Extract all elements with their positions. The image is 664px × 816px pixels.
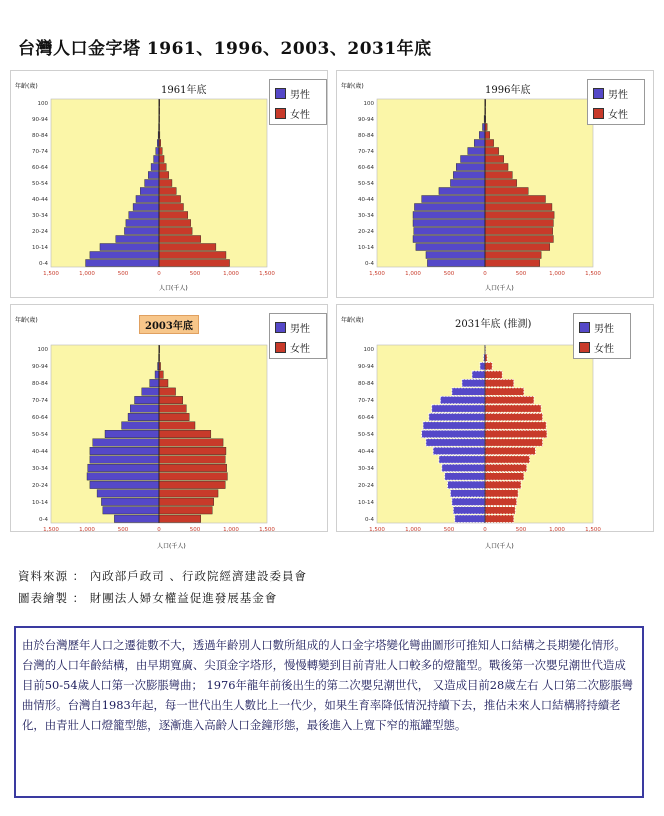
male-bar-55-59 [453, 172, 485, 179]
female-swatch [593, 108, 604, 119]
female-bar-15-19 [485, 490, 518, 497]
y-tick-label: 0-4 [365, 261, 374, 267]
female-bar-70-74 [159, 396, 183, 403]
female-bar-35-39 [485, 204, 552, 211]
female-bar-75-79 [485, 140, 494, 147]
chart-title: 2031年底 (推測) [455, 319, 532, 330]
female-bar-30-34 [159, 212, 188, 219]
x-tick-label: 1,500 [369, 271, 385, 277]
female-bar-45-49 [485, 439, 543, 446]
legend-male: 男性 [290, 90, 310, 101]
male-bar-5-9 [426, 252, 485, 259]
female-bar-45-49 [159, 188, 176, 195]
male-bar-80-84 [462, 379, 485, 386]
male-bar-40-44 [433, 447, 485, 454]
female-bar-30-34 [159, 464, 227, 471]
male-bar-0-4 [114, 515, 159, 522]
y-tick-label: 10-14 [358, 245, 374, 251]
y-tick-label: 80-84 [358, 133, 374, 139]
female-bar-15-19 [159, 236, 201, 243]
female-bar-15-19 [485, 236, 553, 243]
x-tick-label: 1,500 [259, 527, 275, 533]
x-axis-label: 人口(千人) [157, 543, 186, 550]
female-bar-60-64 [485, 413, 543, 420]
male-bar-45-49 [439, 188, 485, 195]
pyramid-panel-2003 [10, 304, 328, 550]
female-bar-60-64 [159, 413, 189, 420]
female-bar-20-24 [485, 481, 521, 488]
female-bar-0-4 [159, 260, 230, 267]
female-bar-80-84 [485, 132, 490, 139]
y-tick-label: 40-44 [32, 197, 48, 203]
legend [587, 79, 645, 125]
legend-female: 女性 [290, 110, 310, 121]
female-bar-0-4 [485, 515, 514, 522]
male-bar-0-4 [86, 260, 159, 267]
male-bar-5-9 [90, 252, 159, 259]
female-bar-55-59 [485, 172, 512, 179]
y-tick-label: 20-24 [358, 229, 374, 235]
female-bar-15-19 [159, 490, 218, 497]
y-tick-label: 60-64 [358, 165, 374, 171]
male-bar-35-39 [133, 204, 159, 211]
y-tick-label: 50-54 [358, 181, 374, 187]
male-bar-50-54 [105, 430, 159, 437]
legend [269, 313, 327, 359]
male-bar-60-64 [151, 164, 159, 171]
female-bar-20-24 [159, 228, 192, 235]
x-tick-label: 500 [443, 527, 455, 533]
male-bar-35-39 [90, 456, 159, 463]
female-bar-55-59 [159, 422, 195, 429]
male-bar-70-74 [156, 148, 159, 155]
x-tick-label: 500 [515, 527, 527, 533]
female-bar-65-69 [159, 405, 186, 412]
legend [573, 313, 631, 359]
male-bar-10-14 [416, 244, 485, 251]
male-bar-5-9 [453, 507, 485, 514]
x-tick-label: 1,000 [79, 527, 95, 533]
y-tick-label: 0-4 [365, 516, 374, 523]
female-bar-10-14 [485, 244, 550, 251]
female-bar-60-64 [159, 164, 166, 171]
male-bar-35-39 [439, 456, 485, 463]
x-tick-label: 1,000 [223, 527, 239, 533]
y-tick-label: 70-74 [358, 149, 374, 155]
y-tick-label: 50-54 [32, 181, 48, 187]
male-swatch [275, 322, 286, 333]
legend-female: 女性 [594, 344, 614, 355]
male-bar-30-34 [88, 464, 159, 471]
male-bar-15-19 [116, 236, 159, 243]
male-bar-75-79 [142, 388, 159, 395]
male-swatch [275, 88, 286, 99]
male-bar-65-69 [461, 156, 485, 163]
x-tick-label: 1,000 [223, 271, 239, 277]
x-tick-label: 500 [189, 271, 201, 277]
female-bar-80-84 [485, 379, 514, 386]
male-bar-5-9 [103, 507, 159, 514]
female-bar-20-24 [159, 481, 225, 488]
y-tick-label: 50-54 [32, 432, 48, 438]
male-bar-90-94 [480, 362, 485, 369]
male-bar-50-54 [145, 180, 159, 187]
x-tick-label: 500 [443, 271, 455, 277]
chart-title: 2003年底 [139, 315, 199, 334]
y-axis-label: 年齡(歲) [341, 317, 364, 324]
male-bar-50-54 [422, 430, 485, 437]
pyramid-panel-1961 [10, 70, 328, 298]
source-line: 資料來源 ： 內政部戶政司 、行政院經濟建設委員會 [18, 569, 307, 583]
male-bar-75-79 [452, 388, 485, 395]
female-bar-85-89 [485, 371, 502, 378]
female-bar-35-39 [159, 204, 183, 211]
female-bar-75-79 [159, 388, 176, 395]
pyramid-panel-2031 [336, 304, 654, 550]
x-tick-label: 1,000 [405, 527, 421, 533]
y-tick-label: 30-34 [32, 213, 48, 219]
chart-title: 1961年底 [161, 85, 207, 96]
x-tick-label: 1,500 [259, 271, 275, 277]
female-bar-70-74 [485, 148, 499, 155]
male-bar-15-19 [450, 490, 485, 497]
male-bar-65-69 [130, 405, 159, 412]
y-tick-label: 40-44 [32, 448, 48, 455]
y-tick-label: 10-14 [32, 245, 48, 251]
female-bar-25-29 [159, 220, 191, 227]
x-tick-label: 0 [483, 527, 487, 533]
female-bar-10-14 [159, 498, 214, 505]
male-bar-45-49 [426, 439, 485, 446]
credit-line: 圖表繪製 ： 財團法人婦女權益促進發展基金會 [18, 591, 278, 605]
male-bar-40-44 [90, 447, 159, 454]
y-tick-label: 20-24 [32, 482, 48, 489]
male-bar-20-24 [90, 481, 159, 488]
x-tick-label: 0 [483, 271, 487, 277]
female-bar-50-54 [159, 430, 211, 437]
y-tick-label: 20-24 [32, 229, 48, 235]
x-tick-label: 0 [157, 271, 161, 277]
male-bar-70-74 [135, 396, 159, 403]
male-bar-0-4 [455, 515, 485, 522]
y-tick-label: 0-4 [39, 261, 48, 267]
y-tick-label: 70-74 [358, 398, 374, 405]
female-bar-0-4 [485, 260, 540, 267]
y-tick-label: 60-64 [32, 415, 48, 422]
x-tick-label: 500 [189, 527, 201, 533]
x-tick-label: 500 [117, 527, 129, 533]
male-bar-45-49 [140, 188, 159, 195]
male-bar-30-34 [129, 212, 159, 219]
y-tick-label: 30-34 [358, 213, 374, 219]
male-bar-50-54 [450, 180, 485, 187]
female-bar-90-94 [485, 362, 492, 369]
female-bar-25-29 [485, 220, 553, 227]
female-bar-75-79 [485, 388, 524, 395]
x-axis-label: 人口(千人) [485, 543, 514, 550]
female-swatch [275, 108, 286, 119]
y-tick-label: 10-14 [358, 499, 374, 506]
male-bar-70-74 [440, 396, 485, 403]
y-tick-label: 30-34 [32, 465, 48, 472]
female-bar-60-64 [485, 164, 508, 171]
male-bar-65-69 [432, 405, 485, 412]
male-bar-85-89 [472, 371, 485, 378]
x-tick-label: 1,500 [43, 527, 59, 533]
y-tick-label: 10-14 [32, 499, 48, 506]
female-bar-5-9 [159, 507, 212, 514]
female-bar-45-49 [485, 188, 528, 195]
y-tick-label: 70-74 [32, 398, 48, 405]
female-bar-65-69 [485, 405, 541, 412]
y-tick-label: 90-94 [32, 117, 48, 123]
female-bar-10-14 [485, 498, 517, 505]
legend-female: 女性 [608, 110, 628, 121]
y-tick-label: 100 [37, 347, 48, 354]
male-bar-20-24 [414, 228, 485, 235]
male-bar-0-4 [427, 260, 485, 267]
y-tick-label: 40-44 [358, 448, 374, 455]
female-bar-5-9 [159, 252, 226, 259]
male-bar-85-89 [155, 371, 159, 378]
male-bar-25-29 [413, 220, 485, 227]
x-axis-label: 人口(千人) [485, 285, 514, 292]
female-bar-50-54 [159, 180, 172, 187]
legend-male: 男性 [594, 324, 614, 335]
male-bar-35-39 [414, 204, 485, 211]
male-bar-30-34 [442, 464, 485, 471]
y-tick-label: 100 [37, 101, 48, 107]
female-bar-30-34 [485, 464, 527, 471]
male-bar-15-19 [413, 236, 485, 243]
female-bar-25-29 [159, 473, 227, 480]
female-bar-5-9 [485, 507, 515, 514]
legend [269, 79, 327, 125]
male-bar-55-59 [148, 172, 159, 179]
male-bar-10-14 [100, 244, 159, 251]
female-bar-20-24 [485, 228, 553, 235]
y-tick-label: 30-34 [358, 465, 374, 472]
x-tick-label: 1,500 [585, 527, 601, 533]
female-bar-50-54 [485, 430, 547, 437]
y-axis-label: 年齡(歲) [341, 83, 364, 90]
y-tick-label: 40-44 [358, 197, 374, 203]
description-box [14, 626, 644, 798]
description-text: 由於台灣歷年人口之遷徙數不大，透過年齡別人口數所組成的人口金字塔變化彎曲圖形可推知人口結構之長期變化情形。台灣的人口年齡結構，由早期寬廣、尖頂金字塔形，慢慢轉變到目前青壯人口較多的燈籠型。戰後第一次嬰兒潮世代造成目前50-54歲人口第一次膨脹彎曲； 1976年龍年前後出生的第二次嬰兒潮世代， 又造成目前28歲左右 人口第二次膨脹彎曲情形。台灣自1983年起，每一世代出生人數比上一代少，如果生育率降低情況持續下去，推估未來人口結構將持續老化，由青壯人口燈籠型態，逐漸進入高齡人口金鐘形態，最後進入上寬下窄的瓶罐型態。 [22, 638, 634, 732]
y-tick-label: 80-84 [358, 381, 374, 388]
female-bar-40-44 [159, 447, 226, 454]
male-bar-10-14 [452, 498, 485, 505]
pyramid-panel-1996 [336, 70, 654, 298]
x-axis-label: 人口(千人) [159, 285, 188, 292]
female-bar-55-59 [485, 422, 546, 429]
male-swatch [579, 322, 590, 333]
male-bar-10-14 [101, 498, 159, 505]
x-tick-label: 1,000 [405, 271, 421, 277]
x-tick-label: 1,500 [369, 527, 385, 533]
x-tick-label: 1,000 [79, 271, 95, 277]
male-bar-80-84 [479, 132, 485, 139]
female-bar-40-44 [485, 196, 545, 203]
x-tick-label: 1,000 [549, 527, 565, 533]
y-tick-label: 100 [363, 101, 374, 107]
legend-female: 女性 [290, 344, 310, 355]
male-bar-45-49 [93, 439, 159, 446]
female-bar-85-89 [159, 371, 163, 378]
male-bar-40-44 [136, 196, 159, 203]
male-bar-60-64 [429, 413, 485, 420]
page-title: 台灣人口金字塔 1961、1996、2003、2031年底 [18, 39, 432, 59]
male-bar-60-64 [128, 413, 159, 420]
chart-title: 1996年底 [485, 85, 531, 96]
legend-male: 男性 [290, 324, 310, 335]
x-tick-label: 1,500 [43, 271, 59, 277]
female-bar-35-39 [485, 456, 530, 463]
male-bar-60-64 [456, 164, 485, 171]
x-tick-label: 0 [157, 527, 161, 533]
female-bar-50-54 [485, 180, 517, 187]
female-bar-5-9 [485, 252, 541, 259]
x-tick-label: 500 [515, 271, 527, 277]
female-bar-70-74 [159, 148, 162, 155]
female-swatch [275, 342, 286, 353]
y-axis-label: 年齡(歲) [15, 317, 38, 324]
male-bar-15-19 [97, 490, 159, 497]
female-bar-30-34 [485, 212, 554, 219]
male-bar-80-84 [150, 379, 159, 386]
female-bar-0-4 [159, 515, 201, 522]
male-bar-70-74 [468, 148, 485, 155]
y-tick-label: 60-64 [358, 415, 374, 422]
male-bar-25-29 [445, 473, 485, 480]
male-bar-55-59 [423, 422, 485, 429]
female-bar-40-44 [485, 447, 535, 454]
male-bar-65-69 [154, 156, 159, 163]
y-tick-label: 50-54 [358, 432, 374, 438]
y-tick-label: 0-4 [39, 516, 48, 523]
female-swatch [579, 342, 590, 353]
female-bar-35-39 [159, 456, 225, 463]
y-tick-label: 90-94 [358, 364, 374, 371]
x-tick-label: 1,500 [585, 271, 601, 277]
y-tick-label: 90-94 [358, 117, 374, 123]
y-axis-label: 年齡(歲) [15, 83, 38, 90]
male-bar-30-34 [413, 212, 485, 219]
legend-male: 男性 [608, 90, 628, 101]
y-tick-label: 90-94 [32, 364, 48, 371]
female-bar-40-44 [159, 196, 181, 203]
female-bar-65-69 [159, 156, 164, 163]
x-tick-label: 1,000 [549, 271, 565, 277]
male-bar-25-29 [126, 220, 159, 227]
male-bar-25-29 [87, 473, 159, 480]
y-tick-label: 60-64 [32, 165, 48, 171]
y-tick-label: 70-74 [32, 149, 48, 155]
male-bar-55-59 [122, 422, 159, 429]
male-bar-20-24 [124, 228, 159, 235]
male-bar-75-79 [474, 140, 485, 147]
female-bar-45-49 [159, 439, 223, 446]
female-bar-70-74 [485, 396, 534, 403]
female-bar-65-69 [485, 156, 504, 163]
female-bar-25-29 [485, 473, 524, 480]
male-swatch [593, 88, 604, 99]
y-tick-label: 100 [363, 347, 374, 354]
y-tick-label: 20-24 [358, 482, 374, 489]
male-bar-40-44 [422, 196, 485, 203]
male-bar-20-24 [448, 481, 485, 488]
female-bar-10-14 [159, 244, 216, 251]
female-bar-80-84 [159, 379, 168, 386]
y-tick-label: 80-84 [32, 133, 48, 139]
x-tick-label: 500 [117, 271, 129, 277]
y-tick-label: 80-84 [32, 381, 48, 388]
female-bar-55-59 [159, 172, 169, 179]
